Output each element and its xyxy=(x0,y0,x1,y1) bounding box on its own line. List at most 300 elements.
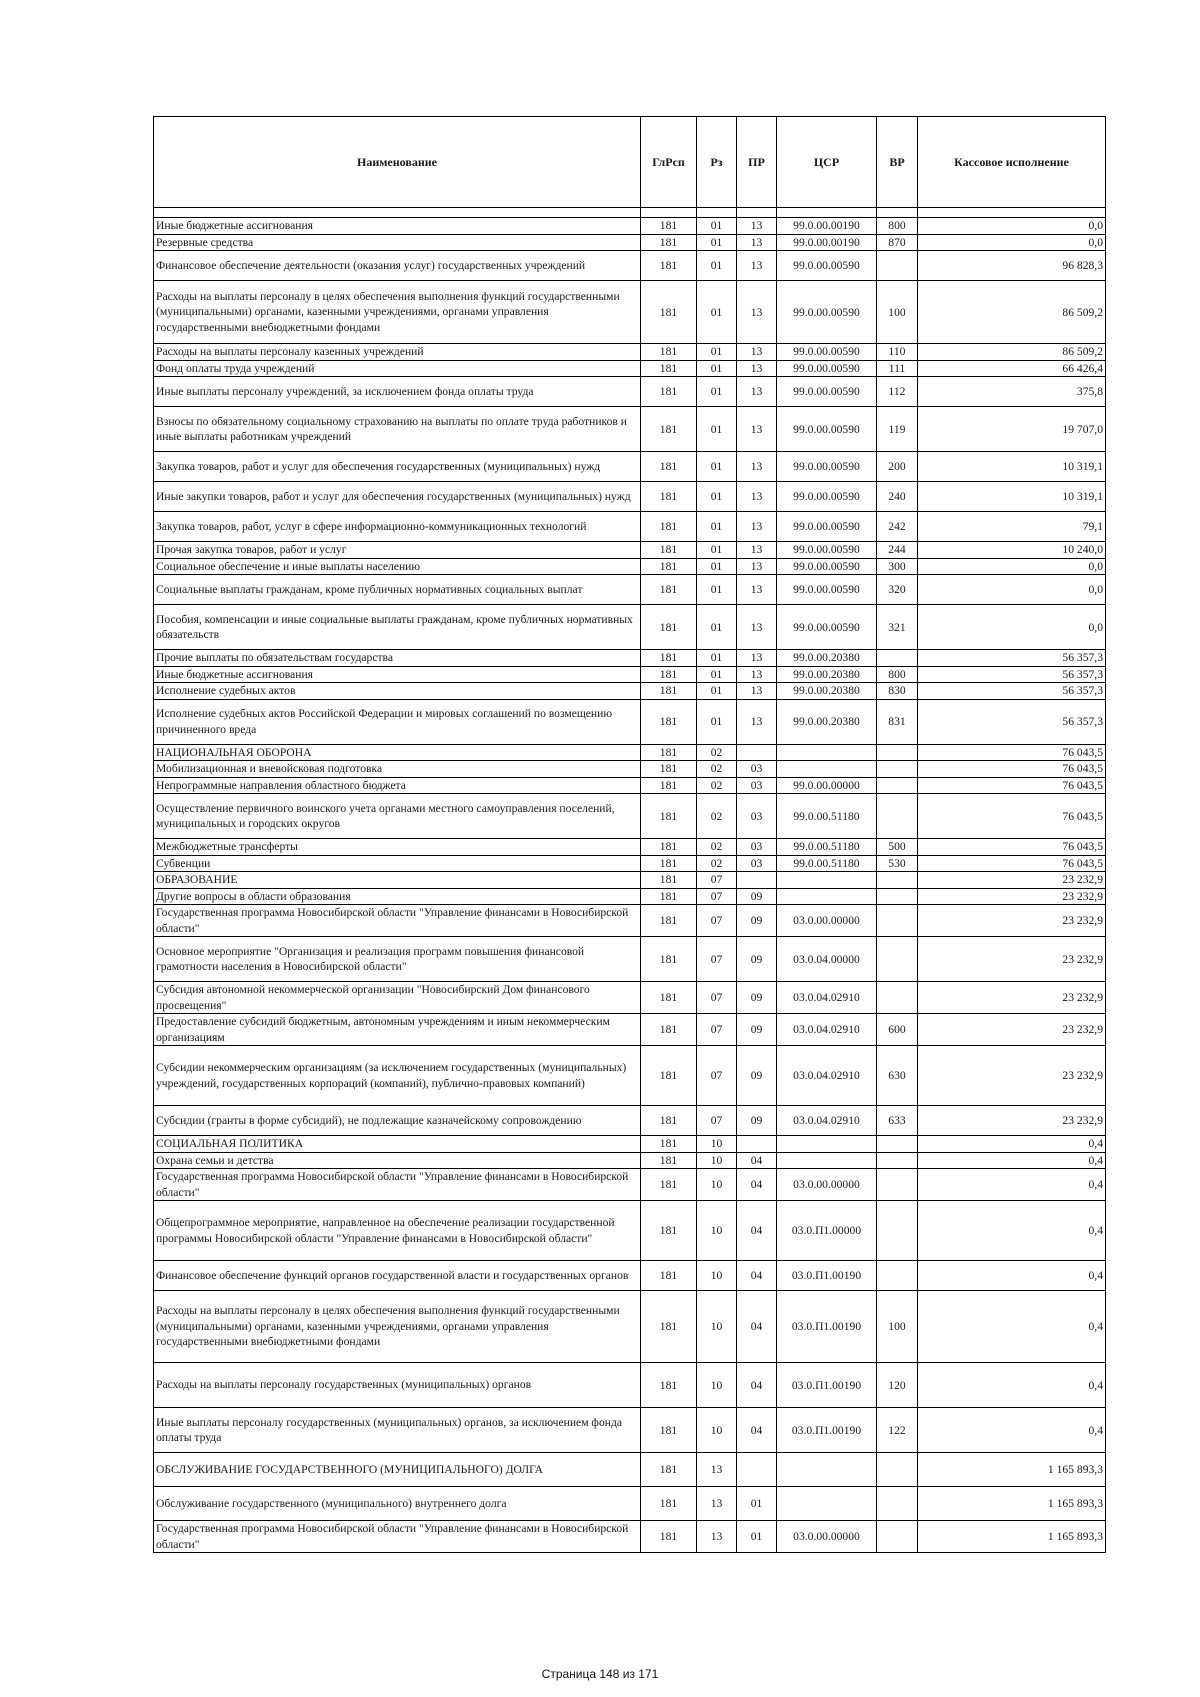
row-amount: 0,0 xyxy=(918,234,1106,251)
row-csr: 99.0.00.00590 xyxy=(777,575,877,605)
row-amount: 86 509,2 xyxy=(918,281,1106,344)
row-grp: 181 xyxy=(641,905,697,937)
row-name: Прочие выплаты по обязательствам государства xyxy=(154,650,641,667)
row-csr: 99.0.00.20380 xyxy=(777,699,877,744)
row-vr: 242 xyxy=(877,512,918,542)
row-vr xyxy=(877,1201,918,1261)
table-row xyxy=(154,1363,1106,1408)
row-name: Фонд оплаты труда учреждений xyxy=(154,360,641,377)
row-csr: 03.0.00.00000 xyxy=(777,905,877,937)
row-amount: 76 043,5 xyxy=(918,794,1106,839)
row-name: Непрограммные направления областного бюджета xyxy=(154,777,641,794)
row-pr: 03 xyxy=(737,855,777,872)
row-vr: 111 xyxy=(877,360,918,377)
row-csr: 99.0.00.00590 xyxy=(777,482,877,512)
row-csr: 99.0.00.00590 xyxy=(777,452,877,482)
table-row xyxy=(154,872,1106,889)
table-body xyxy=(154,208,1106,1553)
row-amount: 76 043,5 xyxy=(918,777,1106,794)
spacer-cell xyxy=(737,208,777,218)
row-rz: 02 xyxy=(697,744,737,761)
row-pr: 03 xyxy=(737,761,777,778)
row-name: ОБСЛУЖИВАНИЕ ГОСУДАРСТВЕННОГО (МУНИЦИПАЛЬНОГО) ДОЛГА xyxy=(154,1453,641,1487)
table-row xyxy=(154,1046,1106,1106)
row-pr: 09 xyxy=(737,888,777,905)
row-pr: 04 xyxy=(737,1291,777,1363)
row-rz: 01 xyxy=(697,558,737,575)
row-name: Финансовое обеспечение деятельности (оказания услуг) государственных учреждений xyxy=(154,251,641,281)
row-csr: 99.0.00.20380 xyxy=(777,666,877,683)
row-rz: 07 xyxy=(697,1106,737,1136)
row-rz: 07 xyxy=(697,905,737,937)
row-amount: 19 707,0 xyxy=(918,407,1106,452)
row-vr xyxy=(877,777,918,794)
row-vr: 800 xyxy=(877,218,918,235)
row-pr: 01 xyxy=(737,1487,777,1521)
row-grp: 181 xyxy=(641,377,697,407)
row-pr: 13 xyxy=(737,281,777,344)
row-vr xyxy=(877,1261,918,1291)
row-csr xyxy=(777,1487,877,1521)
row-rz: 07 xyxy=(697,937,737,982)
row-rz: 01 xyxy=(697,512,737,542)
row-rz: 02 xyxy=(697,855,737,872)
table-row xyxy=(154,937,1106,982)
row-vr xyxy=(877,761,918,778)
row-amount: 23 232,9 xyxy=(918,1014,1106,1046)
row-vr: 100 xyxy=(877,281,918,344)
row-csr xyxy=(777,1453,877,1487)
row-pr: 13 xyxy=(737,407,777,452)
table-row xyxy=(154,407,1106,452)
table-row xyxy=(154,699,1106,744)
row-grp: 181 xyxy=(641,982,697,1014)
row-grp: 181 xyxy=(641,650,697,667)
row-amount: 56 357,3 xyxy=(918,666,1106,683)
table-row xyxy=(154,360,1106,377)
row-amount: 1 165 893,3 xyxy=(918,1521,1106,1553)
row-amount: 0,0 xyxy=(918,575,1106,605)
table-row xyxy=(154,666,1106,683)
row-vr xyxy=(877,1487,918,1521)
row-rz: 07 xyxy=(697,1046,737,1106)
row-vr: 320 xyxy=(877,575,918,605)
row-name: Финансовое обеспечение функций органов государственной власти и государственных органов xyxy=(154,1261,641,1291)
row-pr: 13 xyxy=(737,605,777,650)
row-vr: 633 xyxy=(877,1106,918,1136)
row-grp: 181 xyxy=(641,855,697,872)
row-name: Иные выплаты персоналу государственных (муниципальных) органов, за исключением фонда оплаты труда xyxy=(154,1408,641,1453)
row-grp: 181 xyxy=(641,839,697,856)
row-amount: 10 319,1 xyxy=(918,452,1106,482)
table-row xyxy=(154,605,1106,650)
table-row xyxy=(154,281,1106,344)
row-vr: 800 xyxy=(877,666,918,683)
row-rz: 13 xyxy=(697,1487,737,1521)
table-row xyxy=(154,1261,1106,1291)
row-csr: 03.0.04.02910 xyxy=(777,1046,877,1106)
row-rz: 10 xyxy=(697,1136,737,1153)
row-pr: 03 xyxy=(737,839,777,856)
row-rz: 07 xyxy=(697,1014,737,1046)
row-amount: 76 043,5 xyxy=(918,839,1106,856)
row-pr: 09 xyxy=(737,1106,777,1136)
row-rz: 01 xyxy=(697,452,737,482)
row-vr xyxy=(877,1453,918,1487)
spacer-cell xyxy=(697,208,737,218)
header-vr: ВР xyxy=(877,117,918,208)
row-name: Закупка товаров, работ, услуг в сфере информационно-коммуникационных технологий xyxy=(154,512,641,542)
row-amount: 96 828,3 xyxy=(918,251,1106,281)
row-csr: 03.0.П1.00000 xyxy=(777,1201,877,1261)
row-vr xyxy=(877,905,918,937)
row-grp: 181 xyxy=(641,1169,697,1201)
row-amount: 23 232,9 xyxy=(918,1106,1106,1136)
row-amount: 0,4 xyxy=(918,1261,1106,1291)
row-name: Пособия, компенсации и иные социальные выплаты гражданам, кроме публичных нормативных обязательств xyxy=(154,605,641,650)
row-grp: 181 xyxy=(641,234,697,251)
row-vr: 830 xyxy=(877,683,918,700)
header-rz: Рз xyxy=(697,117,737,208)
page-number: Страница 148 из 171 xyxy=(541,1667,659,1681)
row-amount: 0,4 xyxy=(918,1136,1106,1153)
row-amount: 1 165 893,3 xyxy=(918,1453,1106,1487)
row-name: Исполнение судебных актов Российской Федерации и мировых соглашений по возмещению причиненного вреда xyxy=(154,699,641,744)
row-grp: 181 xyxy=(641,605,697,650)
row-name: Субвенции xyxy=(154,855,641,872)
spacer-cell xyxy=(877,208,918,218)
row-amount: 23 232,9 xyxy=(918,872,1106,889)
row-vr xyxy=(877,872,918,889)
row-amount: 23 232,9 xyxy=(918,1046,1106,1106)
row-vr xyxy=(877,888,918,905)
row-amount: 79,1 xyxy=(918,512,1106,542)
row-name: Прочая закупка товаров, работ и услуг xyxy=(154,542,641,559)
row-vr: 110 xyxy=(877,344,918,361)
table-row xyxy=(154,905,1106,937)
table-row xyxy=(154,1201,1106,1261)
row-amount: 23 232,9 xyxy=(918,982,1106,1014)
row-rz: 13 xyxy=(697,1453,737,1487)
row-amount: 56 357,3 xyxy=(918,683,1106,700)
row-name: Закупка товаров, работ и услуг для обеспечения государственных (муниципальных) нужд xyxy=(154,452,641,482)
row-pr: 04 xyxy=(737,1169,777,1201)
row-grp: 181 xyxy=(641,1261,697,1291)
header-name: Наименование xyxy=(154,117,641,208)
row-amount: 0,0 xyxy=(918,558,1106,575)
row-csr: 03.0.П1.00190 xyxy=(777,1408,877,1453)
row-csr: 99.0.00.00590 xyxy=(777,377,877,407)
table-row xyxy=(154,377,1106,407)
row-csr: 99.0.00.00590 xyxy=(777,281,877,344)
table-row xyxy=(154,1136,1106,1153)
row-rz: 01 xyxy=(697,542,737,559)
row-csr: 03.0.00.00000 xyxy=(777,1169,877,1201)
row-grp: 181 xyxy=(641,251,697,281)
row-name: Осуществление первичного воинского учета органами местного самоуправления поселений, муниципальных и городских округов xyxy=(154,794,641,839)
row-csr: 03.0.П1.00190 xyxy=(777,1291,877,1363)
row-rz: 02 xyxy=(697,761,737,778)
row-name: Резервные средства xyxy=(154,234,641,251)
row-csr xyxy=(777,888,877,905)
table-row xyxy=(154,218,1106,235)
row-amount: 86 509,2 xyxy=(918,344,1106,361)
row-csr: 99.0.00.00590 xyxy=(777,251,877,281)
row-amount: 0,4 xyxy=(918,1363,1106,1408)
row-name: Расходы на выплаты персоналу казенных учреждений xyxy=(154,344,641,361)
row-amount: 23 232,9 xyxy=(918,888,1106,905)
row-pr xyxy=(737,1453,777,1487)
row-amount: 1 165 893,3 xyxy=(918,1487,1106,1521)
row-vr: 122 xyxy=(877,1408,918,1453)
row-grp: 181 xyxy=(641,744,697,761)
row-name: НАЦИОНАЛЬНАЯ ОБОРОНА xyxy=(154,744,641,761)
row-pr: 13 xyxy=(737,218,777,235)
row-grp: 181 xyxy=(641,794,697,839)
row-pr xyxy=(737,872,777,889)
row-name: Основное мероприятие "Организация и реализация программ повышения финансовой грамотности населения в Новосибирской области" xyxy=(154,937,641,982)
row-pr: 01 xyxy=(737,1521,777,1553)
row-vr: 870 xyxy=(877,234,918,251)
table-header-row xyxy=(154,117,1106,208)
row-pr: 13 xyxy=(737,452,777,482)
row-csr: 03.0.04.00000 xyxy=(777,937,877,982)
row-csr xyxy=(777,1152,877,1169)
row-rz: 01 xyxy=(697,360,737,377)
row-rz: 01 xyxy=(697,281,737,344)
row-grp: 181 xyxy=(641,1201,697,1261)
row-grp: 181 xyxy=(641,1291,697,1363)
row-name: Государственная программа Новосибирской области "Управление финансами в Новосибирской области" xyxy=(154,905,641,937)
row-grp: 181 xyxy=(641,575,697,605)
row-grp: 181 xyxy=(641,1363,697,1408)
row-name: Мобилизационная и вневойсковая подготовка xyxy=(154,761,641,778)
row-amount: 56 357,3 xyxy=(918,650,1106,667)
row-grp: 181 xyxy=(641,872,697,889)
row-csr xyxy=(777,744,877,761)
row-amount: 0,4 xyxy=(918,1291,1106,1363)
row-rz: 02 xyxy=(697,839,737,856)
row-pr: 09 xyxy=(737,1046,777,1106)
row-rz: 13 xyxy=(697,1521,737,1553)
table-row xyxy=(154,855,1106,872)
row-grp: 181 xyxy=(641,683,697,700)
table-row xyxy=(154,234,1106,251)
row-grp: 181 xyxy=(641,558,697,575)
row-amount: 66 426,4 xyxy=(918,360,1106,377)
row-name: Общепрограммное мероприятие, направленное на обеспечение реализации государственной программы Новосибирской области "Управление финансами в Новосибирской области" xyxy=(154,1201,641,1261)
row-grp: 181 xyxy=(641,281,697,344)
table-row xyxy=(154,650,1106,667)
row-csr: 03.0.00.00000 xyxy=(777,1521,877,1553)
row-grp: 181 xyxy=(641,512,697,542)
spacer-cell xyxy=(777,208,877,218)
header-csr: ЦСР xyxy=(777,117,877,208)
table-row xyxy=(154,839,1106,856)
row-amount: 23 232,9 xyxy=(918,937,1106,982)
header-pr: ПР xyxy=(737,117,777,208)
header-amount: Кассовое исполнение xyxy=(918,117,1106,208)
row-csr: 99.0.00.00190 xyxy=(777,218,877,235)
row-pr: 04 xyxy=(737,1408,777,1453)
row-rz: 02 xyxy=(697,777,737,794)
row-pr: 13 xyxy=(737,650,777,667)
row-vr xyxy=(877,650,918,667)
row-grp: 181 xyxy=(641,1152,697,1169)
row-pr: 13 xyxy=(737,377,777,407)
row-pr: 13 xyxy=(737,683,777,700)
row-vr xyxy=(877,744,918,761)
row-rz: 01 xyxy=(697,683,737,700)
row-csr: 03.0.04.02910 xyxy=(777,982,877,1014)
row-csr xyxy=(777,1136,877,1153)
row-rz: 01 xyxy=(697,482,737,512)
spacer-cell xyxy=(154,208,641,218)
row-grp: 181 xyxy=(641,1453,697,1487)
table-row xyxy=(154,251,1106,281)
row-pr: 04 xyxy=(737,1261,777,1291)
table-row xyxy=(154,575,1106,605)
row-vr xyxy=(877,1136,918,1153)
row-amount: 76 043,5 xyxy=(918,855,1106,872)
row-csr: 99.0.00.51180 xyxy=(777,839,877,856)
row-pr: 13 xyxy=(737,575,777,605)
row-csr: 99.0.00.20380 xyxy=(777,650,877,667)
row-amount: 10 319,1 xyxy=(918,482,1106,512)
row-csr: 99.0.00.00590 xyxy=(777,407,877,452)
row-amount: 0,4 xyxy=(918,1169,1106,1201)
row-grp: 181 xyxy=(641,1521,697,1553)
row-grp: 181 xyxy=(641,1487,697,1521)
table-row xyxy=(154,888,1106,905)
row-pr: 13 xyxy=(737,542,777,559)
row-pr: 13 xyxy=(737,482,777,512)
row-name: Расходы на выплаты персоналу в целях обеспечения выполнения функций государственными (муниципальными) органами, казенными учреждениями, органами управления государственными внебюджетными фондами xyxy=(154,281,641,344)
table-row xyxy=(154,452,1106,482)
row-name: Расходы на выплаты персоналу государственных (муниципальных) органов xyxy=(154,1363,641,1408)
row-vr: 321 xyxy=(877,605,918,650)
row-pr: 09 xyxy=(737,1014,777,1046)
row-grp: 181 xyxy=(641,452,697,482)
row-csr xyxy=(777,761,877,778)
row-name: СОЦИАЛЬНАЯ ПОЛИТИКА xyxy=(154,1136,641,1153)
row-name: Государственная программа Новосибирской области "Управление финансами в Новосибирской области" xyxy=(154,1521,641,1553)
table-row xyxy=(154,1291,1106,1363)
table-row xyxy=(154,558,1106,575)
row-pr: 03 xyxy=(737,794,777,839)
row-grp: 181 xyxy=(641,1136,697,1153)
row-name: Межбюджетные трансферты xyxy=(154,839,641,856)
row-csr: 03.0.П1.00190 xyxy=(777,1261,877,1291)
row-csr: 99.0.00.00590 xyxy=(777,360,877,377)
row-grp: 181 xyxy=(641,542,697,559)
row-amount: 0,4 xyxy=(918,1201,1106,1261)
row-vr: 500 xyxy=(877,839,918,856)
row-rz: 10 xyxy=(697,1152,737,1169)
table-row xyxy=(154,1014,1106,1046)
row-pr: 13 xyxy=(737,512,777,542)
row-vr xyxy=(877,1152,918,1169)
table-row xyxy=(154,777,1106,794)
row-name: Иные выплаты персоналу учреждений, за исключением фонда оплаты труда xyxy=(154,377,641,407)
row-grp: 181 xyxy=(641,482,697,512)
table-row xyxy=(154,512,1106,542)
row-csr: 99.0.00.51180 xyxy=(777,855,877,872)
row-amount: 56 357,3 xyxy=(918,699,1106,744)
row-name: Государственная программа Новосибирской области "Управление финансами в Новосибирской области" xyxy=(154,1169,641,1201)
table-row xyxy=(154,482,1106,512)
table-row xyxy=(154,1453,1106,1487)
row-amount: 0,0 xyxy=(918,218,1106,235)
header-grp: ГлРсп xyxy=(641,117,697,208)
row-name: Иные бюджетные ассигнования xyxy=(154,218,641,235)
row-vr: 630 xyxy=(877,1046,918,1106)
table-row xyxy=(154,344,1106,361)
row-vr: 600 xyxy=(877,1014,918,1046)
row-vr: 831 xyxy=(877,699,918,744)
row-name: Иные бюджетные ассигнования xyxy=(154,666,641,683)
row-pr: 13 xyxy=(737,234,777,251)
row-name: Обслуживание государственного (муниципального) внутреннего долга xyxy=(154,1487,641,1521)
table-row xyxy=(154,683,1106,700)
row-grp: 181 xyxy=(641,360,697,377)
row-vr xyxy=(877,982,918,1014)
row-amount: 23 232,9 xyxy=(918,905,1106,937)
table-row xyxy=(154,982,1106,1014)
row-csr: 99.0.00.20380 xyxy=(777,683,877,700)
row-rz: 10 xyxy=(697,1408,737,1453)
row-name: Субсидия автономной некоммерческой организации "Новосибирский Дом финансового просвещения" xyxy=(154,982,641,1014)
row-amount: 375,8 xyxy=(918,377,1106,407)
row-vr: 200 xyxy=(877,452,918,482)
row-rz: 01 xyxy=(697,605,737,650)
row-name: Взносы по обязательному социальному страхованию на выплаты по оплате труда работников и иные выплаты работникам учреждений xyxy=(154,407,641,452)
row-rz: 01 xyxy=(697,407,737,452)
row-pr: 13 xyxy=(737,699,777,744)
row-grp: 181 xyxy=(641,937,697,982)
row-amount: 10 240,0 xyxy=(918,542,1106,559)
row-pr xyxy=(737,1136,777,1153)
row-rz: 10 xyxy=(697,1363,737,1408)
row-rz: 01 xyxy=(697,251,737,281)
row-rz: 01 xyxy=(697,218,737,235)
row-csr: 99.0.00.00590 xyxy=(777,542,877,559)
row-vr: 100 xyxy=(877,1291,918,1363)
row-grp: 181 xyxy=(641,407,697,452)
row-rz: 10 xyxy=(697,1261,737,1291)
row-pr xyxy=(737,744,777,761)
row-rz: 10 xyxy=(697,1201,737,1261)
row-rz: 01 xyxy=(697,699,737,744)
row-grp: 181 xyxy=(641,699,697,744)
row-name: Охрана семьи и детства xyxy=(154,1152,641,1169)
row-amount: 0,0 xyxy=(918,605,1106,650)
row-grp: 181 xyxy=(641,1014,697,1046)
row-rz: 01 xyxy=(697,575,737,605)
spacer-cell xyxy=(918,208,1106,218)
row-name: Социальное обеспечение и иные выплаты населению xyxy=(154,558,641,575)
table-row xyxy=(154,542,1106,559)
row-rz: 01 xyxy=(697,650,737,667)
row-amount: 76 043,5 xyxy=(918,744,1106,761)
table-row xyxy=(154,1106,1106,1136)
row-vr: 120 xyxy=(877,1363,918,1408)
row-pr: 04 xyxy=(737,1152,777,1169)
row-csr: 99.0.00.00590 xyxy=(777,344,877,361)
row-grp: 181 xyxy=(641,218,697,235)
row-vr: 240 xyxy=(877,482,918,512)
row-rz: 01 xyxy=(697,234,737,251)
